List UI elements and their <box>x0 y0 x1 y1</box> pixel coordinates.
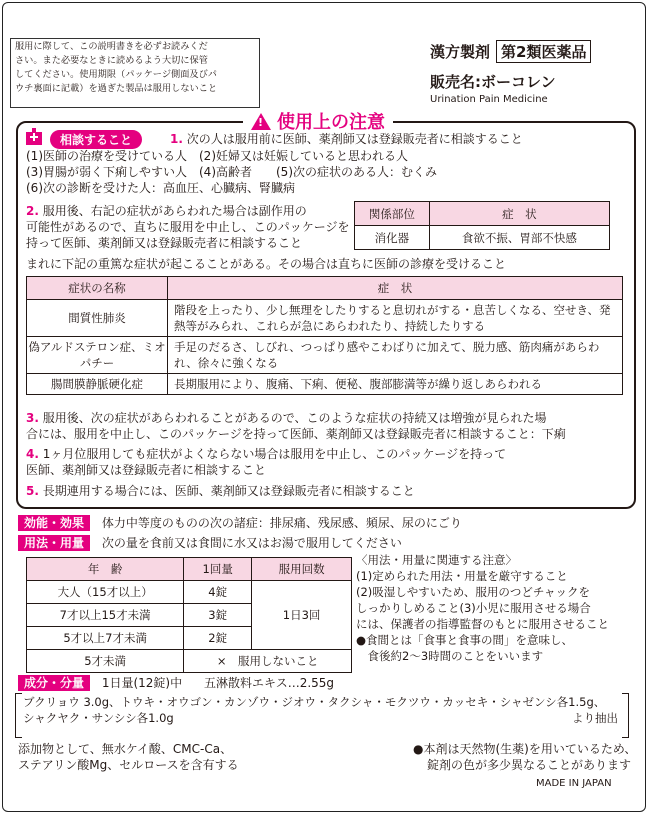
dosage-table <box>26 557 352 673</box>
ingredient-line: シャクヤク・サンシシ各1.0g <box>23 711 174 725</box>
natural-note-line: 錠剤の色が多少異なることがあります <box>427 758 632 772</box>
drug-class-badge: 第2類医薬品 <box>496 40 591 63</box>
table-row <box>27 337 623 374</box>
caution-item-1 <box>170 131 523 147</box>
item2-line: 持って医師、薬剤師又は登録販売者に相談すること <box>26 236 303 250</box>
table-header: 症状の名称 <box>27 277 168 300</box>
age-cell: 5才以上7才未満 <box>27 627 184 650</box>
note-line: 〈用法・用量に関連する注意〉 <box>356 553 517 567</box>
natural-note-line: ●本剤は天然物(生薬)を用いているため、 <box>413 742 637 756</box>
caution-item-5 <box>26 483 415 499</box>
intro-line: さい。また必要なときに読めるよう大切に保管 <box>15 55 208 66</box>
additives <box>18 741 239 773</box>
table-header: 症 状 <box>168 277 623 300</box>
item1-line: (3)胃腸が弱く下痢しやすい人 (4)高齢者 (5)次の症状のある人：むくみ <box>26 165 437 179</box>
qty-cell: 2錠 <box>184 627 252 650</box>
extracted-note: より抽出 <box>572 711 618 725</box>
side-effect-table <box>354 201 610 250</box>
table-row <box>27 374 623 395</box>
item-text: 服用後、右記の症状があらわれた場合は副作用の <box>42 204 307 218</box>
table-header: 1回量 <box>184 558 252 581</box>
caution-title-text: 使用上の注意 <box>277 112 385 133</box>
item-number: 5. <box>26 484 39 498</box>
table-cell: 食欲不振、胃部不快感 <box>429 226 609 250</box>
ingredient-line: ブクリョウ 3.0g、トウキ・オウゴン・カンゾウ・ジオウ・タクシャ・モクツウ・カッセキ・シャゼンシ各1.5g、 <box>23 695 606 709</box>
caution-item-4 <box>26 446 506 462</box>
item-number: 3. <box>26 411 39 425</box>
natural-note <box>413 741 636 773</box>
note-line: しっかりしめること(3)小児に服用させる場合 <box>356 601 591 615</box>
item1-line: (6)次の診断を受けた人：高血圧、心臓病、腎臓病 <box>26 181 295 195</box>
daily-amount: 1日量(12錠)中 <box>101 676 183 690</box>
ingredients-row <box>18 675 334 691</box>
ingredient-list <box>19 694 630 736</box>
item1-line: (1)医師の治療を受けている人 (2)妊婦又は妊娠していると思われる人 <box>26 149 408 163</box>
efficacy-text: 体力中等度のものの次の諸症：排尿痛、残尿感、頻尿、尿のにごり <box>101 516 462 530</box>
symptom-text: 長期服用により、腹痛、下痢、便秘、腹部膨満等が繰り返しあらわれる <box>168 374 623 395</box>
item-number: 4. <box>26 447 39 461</box>
item-text: 長期連用する場合には、医師、薬剤師又は登録販売者に相談すること <box>42 484 415 498</box>
symptom-text: 手足のだるさ、しびれ、つっぱり感やこわばりに加えて、脱力感、筋肉痛があらわれ、徐々に強くなる <box>168 337 623 374</box>
usage-row <box>18 535 402 551</box>
usage-label: 用法・用量 <box>18 535 90 551</box>
made-in: MADE IN JAPAN <box>536 778 612 789</box>
item-text: 服用後、次の症状があらわれることがあるので、このような症状の持続又は増強が見られた場 <box>42 411 547 425</box>
usage-text: 次の量を食前又は食間に水又はお湯で服用してください <box>101 536 402 550</box>
not-allowed-cell: × 服用しないこと <box>184 650 352 673</box>
intro-note <box>10 38 260 108</box>
age-cell: 大人（15才以上） <box>27 581 184 604</box>
note-line: 食後約2～3時間のことをいいます <box>356 649 544 663</box>
table-header: 年 齢 <box>27 558 184 581</box>
brand-name: 販売名:ボーコレン <box>430 73 556 91</box>
english-name: Urination Pain Medicine <box>430 94 548 105</box>
table-header: 服用回数 <box>252 558 352 581</box>
age-cell: 7才以上15才未満 <box>27 604 184 627</box>
table-cell: 消化器 <box>355 226 430 250</box>
intro-line: 服用に際して、この説明書きを必ずお読みくだ <box>15 41 208 52</box>
note-line: (2)吸湿しやすいため、服用のつどチャックを <box>356 585 590 599</box>
additive-line: ステアリン酸Mg、セルロースを含有する <box>18 758 239 772</box>
item-text: 次の人は服用前に医師、薬剤師又は登録販売者に相談すること <box>186 132 523 146</box>
caution-item-3 <box>26 410 547 426</box>
item2-continuation: まれに下記の重篤な症状が起こることがある。その場合は直ちに医師の診療を受けること <box>26 257 507 271</box>
ingredients-label: 成分・分量 <box>18 675 90 691</box>
table-row <box>27 300 623 337</box>
table-row <box>27 581 352 604</box>
symptom-name: 間質性肺炎 <box>27 300 168 337</box>
category-line <box>430 40 591 63</box>
serious-symptom-table <box>26 276 623 395</box>
caution-item-2 <box>26 203 307 219</box>
table-header: 症 状 <box>429 202 609 226</box>
intro-line: ウチ裏面に記載）を過ぎた製品は服用しないこと <box>15 83 218 94</box>
note-line: (1)定められた用法・用量を厳守すること <box>356 569 568 583</box>
note-line: ●食間とは「食事と食事の間」を意味し、 <box>356 633 574 647</box>
symptom-name: 偽アルドステロン症、ミオパチー <box>27 337 168 374</box>
kampo-label: 漢方製剤 <box>430 43 491 61</box>
usage-notes <box>356 552 609 664</box>
symptom-name: 腸間膜静脈硬化症 <box>27 374 168 395</box>
consult-pill: 相談すること <box>50 130 142 149</box>
efficacy-label: 効能・効果 <box>18 515 90 531</box>
item2-line: 可能性があるので、直ちに服用を中止し、このパッケージを <box>26 220 350 234</box>
item4-line: 医師、薬剤師又は登録販売者に相談すること <box>26 463 267 477</box>
item-number: 2. <box>26 204 39 218</box>
efficacy-row <box>18 515 462 531</box>
age-cell: 5才未満 <box>27 650 184 673</box>
symptom-text: 階段を上ったり、少し無理をしたりすると息切れがする・息苦しくなる、空せき、発熱等がみられ、これらが急にあらわれたり、持続したりする <box>168 300 623 337</box>
item3-line: 合には、服用を中止し、このパッケージを持って医師、薬剤師又は登録販売者に相談すること：下痢 <box>26 427 566 441</box>
table-header: 関係部位 <box>355 202 430 226</box>
additive-line: 添加物として、無水ケイ酸、CMC-Ca、 <box>18 742 233 756</box>
note-line: には、保護者の指導監督のもとに服用させること <box>356 617 609 631</box>
warning-icon: ! <box>251 113 271 130</box>
table-row <box>27 650 352 673</box>
times-cell: 1日3回 <box>252 581 352 650</box>
item-number: 1. <box>170 132 183 146</box>
extract-amount: 五淋散料エキス…2.55g <box>203 676 335 690</box>
qty-cell: 3錠 <box>184 604 252 627</box>
qty-cell: 4錠 <box>184 581 252 604</box>
intro-line: してください。使用期限（パッケージ側面及びパ <box>15 69 217 80</box>
item-text: 1ヶ月位服用しても症状がよくならない場合は服用を中止し、このパッケージを持って <box>42 447 507 461</box>
